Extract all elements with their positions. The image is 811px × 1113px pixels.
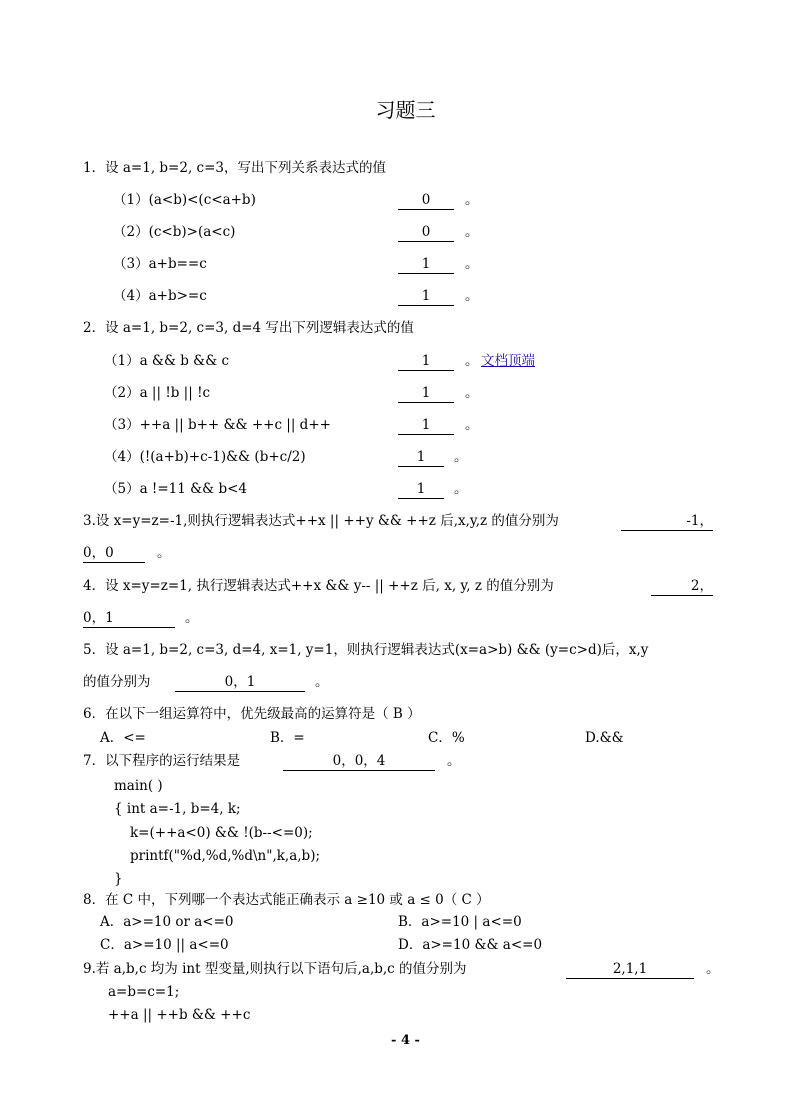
q2-answer-4: 1 [398, 448, 444, 467]
q4-answer-part1: 2， [651, 577, 713, 596]
q1-answer-2: 0 [398, 223, 454, 242]
q5-text-cont: 的值分别为 [83, 674, 151, 690]
q8-option-c: C．a>=10 || a<=0 [100, 937, 229, 953]
period: 。 [706, 961, 720, 977]
q7-code-line-3: k=(++a<0) && !(b--<=0); [130, 825, 313, 841]
q8-option-b: B．a>=10 | a<=0 [398, 914, 522, 930]
q1-stem: 1．设 a=1, b=2, c=3，写出下列关系表达式的值 [83, 160, 386, 176]
period: 。 [465, 224, 479, 240]
q6-option-c: C．% [428, 730, 465, 746]
period: 。 [185, 610, 199, 626]
q2-item-4: （4）(!(a+b)+c-1)&& (b+c/2) [104, 449, 306, 465]
q1-answer-4: 1 [398, 287, 454, 306]
q7-answer: 0，0，4 [283, 752, 435, 771]
period: 。 [465, 385, 479, 401]
q2-answer-1: 1 [398, 352, 454, 371]
q4-text: 4．设 x=y=z=1, 执行逻辑表达式++x && y-- || ++z 后, x, y, z 的值分别为 [83, 578, 554, 594]
q1-answer-1: 0 [398, 191, 454, 210]
q1-item-3: （3）a+b==c [113, 256, 207, 272]
q9-code-line-2: ++a || ++b && ++c [108, 1007, 251, 1023]
page-title: 习题三 [375, 98, 436, 122]
q2-answer-3: 1 [398, 416, 454, 435]
q2-item-2: （2）a || !b || !c [104, 385, 211, 401]
top-of-document-link[interactable]: 文档顶端 [481, 353, 535, 369]
q1-item-4: （4）a+b>=c [113, 288, 207, 304]
q3-text: 3.设 x=y=z=-1,则执行逻辑表达式++x || ++y && ++z 后,x,y,z 的值分别为 [83, 513, 559, 529]
q3-answer-part2: 0，0 [83, 544, 145, 563]
q2-answer-5: 1 [398, 480, 444, 499]
q2-item-5: （5）a !=11 && b<4 [104, 481, 248, 497]
q9-text: 9.若 a,b,c 均为 int 型变量,则执行以下语句后,a,b,c 的值分别为 [83, 961, 467, 977]
q3-answer-part1: -1， [621, 512, 713, 531]
q6-option-d: D.&& [585, 730, 624, 746]
q6-text: 6．在以下一组运算符中，优先级最高的运算符是（ B ） [83, 706, 421, 722]
page-number: - 4 - [391, 1033, 420, 1048]
q7-code-line-2: { int a=-1, b=4, k; [114, 801, 241, 817]
q2-stem: 2．设 a=1, b=2, c=3, d=4 写出下列逻辑表达式的值 [83, 320, 414, 336]
q1-item-1: （1）(a<b)<(c<a+b) [113, 192, 256, 208]
q5-text: 5．设 a=1, b=2, c=3, d=4, x=1, y=1，则执行逻辑表达式(x=a>b) && (y=c>d)后，x,y [83, 642, 649, 658]
period: 。 [465, 288, 479, 304]
period: 。 [465, 256, 479, 272]
period: 。 [465, 192, 479, 208]
q8-option-a: A．a>=10 or a<=0 [100, 914, 234, 930]
q9-code-line-1: a=b=c=1; [108, 984, 180, 1000]
period: 。 [315, 674, 329, 690]
q8-text: 8．在 C 中，下列哪一个表达式能正确表示 a ≥10 或 a ≤ 0（ C ） [83, 892, 490, 908]
q6-option-b: B．= [270, 730, 305, 746]
q7-text: 7．以下程序的运行结果是 [83, 753, 241, 769]
q8-option-d: D．a>=10 && a<=0 [398, 937, 543, 953]
q7-code-line-1: main( ) [114, 778, 163, 794]
q9-answer: 2,1,1 [566, 960, 694, 979]
period: 。 [454, 449, 468, 465]
q5-answer: 0，1 [175, 673, 305, 692]
period: 。 [157, 545, 171, 561]
q4-answer-part2: 0，1 [83, 609, 175, 628]
period: 。 [454, 481, 468, 497]
q1-answer-3: 1 [398, 255, 454, 274]
q1-item-2: （2）(c<b)>(a<c) [113, 224, 236, 240]
q7-code-line-5: } [114, 871, 123, 887]
period: 。 [465, 353, 479, 369]
q6-option-a: A．<= [100, 730, 146, 746]
period: 。 [447, 753, 461, 769]
q2-item-1: （1）a && b && c [104, 353, 230, 369]
period: 。 [465, 417, 479, 433]
q2-item-3: （3）++a || b++ && ++c || d++ [104, 417, 331, 433]
q7-code-line-4: printf("%d,%d,%d\n",k,a,b); [130, 848, 321, 864]
q2-answer-2: 1 [398, 384, 454, 403]
